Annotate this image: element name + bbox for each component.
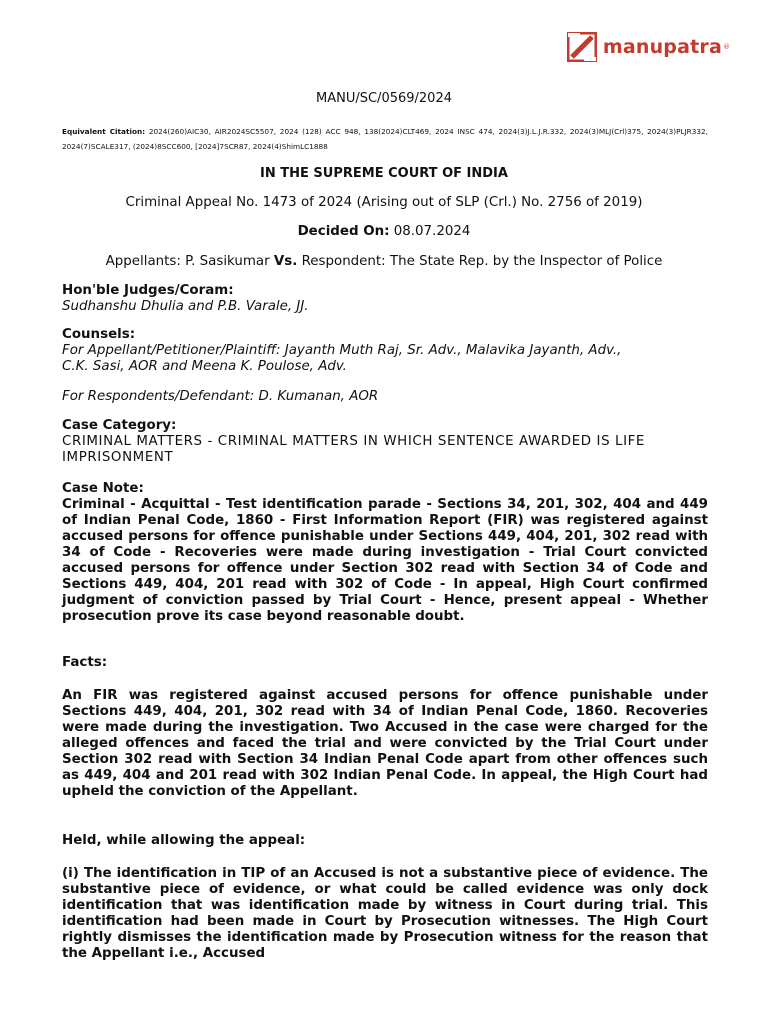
judges-label: Hon'ble Judges/Coram: — [62, 283, 234, 298]
court-name: IN THE SUPREME COURT OF INDIA — [260, 166, 508, 181]
logo-registered-mark: ® — [723, 43, 730, 51]
facts-text: An FIR was registered against accused persons for offence punishable under Sections 449, 404, 201, 302 read with 34 of Indian Penal Code, 1860. Recoveries were made during the investigation. Two Accused in the case were charged for the alleged offences and faced the trial and were convicted by the Trial Court under Section 302 read with Section 34 Indian Penal Code apart from other offences such as 449, 404 and 201 read with 302 Indian Penal Code. In appeal, the High Court had upheld the conviction of the Appellant. — [62, 688, 708, 799]
manu-id: MANU/SC/0569/2024 — [316, 91, 452, 106]
manupatra-logo-icon — [567, 32, 597, 62]
counsels-label: Counsels: — [62, 327, 136, 342]
category-label: Case Category: — [62, 418, 177, 433]
counsel-appellant-line2: C.K. Sasi, AOR and Meena K. Poulose, Adv. — [62, 359, 347, 374]
manupatra-logo — [567, 32, 730, 62]
logo-text: manupatra — [602, 36, 722, 58]
category-section — [62, 418, 708, 466]
counsel-appellant-line1: For Appellant/Petitioner/Plaintiff: Jayanth Muth Raj, Sr. Adv., Malavika Jayanth, Adv., — [62, 343, 622, 358]
case-note-text: Criminal - Acquittal - Test identification parade - Sections 34, 201, 302, 404 and 449 of Indian Penal Code, 1860 - First Information Report (FIR) was registered against accused persons for offence punishable under Sections 449, 404, 201, 302 read with 34 of Code - Recoveries were made during investigation - Trial Court convicted accused persons for offence under Section 302 read with Section 34 of Code and Sections 449, 404, 201 read with 302 of Code - In appeal, High Court confirmed judgment of conviction passed by Trial Court - Hence, present appeal - Whether prosecution prove its case beyond reasonable doubt. — [62, 497, 708, 624]
citation-text: 2024(260)AIC30, AIR2024SC5507, 2024 (128) ACC 948, 138(2024)CLT469, 2024 INSC 474, 2024(3)J.L.J.R.332, 2024(3)MLJ(Crl)375, 2024(3)PLJR332, 2024(7)SCALE317, (2024)8SCC600, [2024]7SCR87, 2024(4)ShimLC1888 — [62, 127, 708, 151]
respondent: Respondent: The State Rep. by the Inspector of Police — [297, 254, 663, 269]
decided-label: Decided On: — [297, 224, 390, 239]
parties — [62, 254, 706, 269]
versus: Vs. — [273, 254, 298, 269]
counsels-section — [62, 327, 708, 375]
category-line2: IMPRISONMENT — [62, 450, 174, 465]
appeal-number: Criminal Appeal No. 1473 of 2024 (Arising out of SLP (Crl.) No. 2756 of 2019) — [125, 195, 643, 210]
decided-date: 08.07.2024 — [389, 224, 471, 239]
counsel-respondent: For Respondents/Defendant: D. Kumanan, AOR — [62, 389, 379, 404]
category-line1: CRIMINAL MATTERS - CRIMINAL MATTERS IN WHICH SENTENCE AWARDED IS LIFE — [62, 434, 645, 449]
equivalent-citation — [62, 124, 708, 154]
appellant: Appellants: P. Sasikumar — [105, 254, 274, 269]
facts-label: Facts: — [62, 655, 108, 670]
decided-on — [62, 224, 706, 239]
case-note-section — [62, 481, 708, 625]
citation-label: Equivalent Citation: — [62, 127, 146, 136]
held-label: Held, while allowing the appeal: — [62, 833, 306, 848]
judges-value: Sudhanshu Dhulia and P.B. Varale, JJ. — [62, 299, 309, 314]
judges-section — [62, 283, 708, 315]
held-text: (i) The identification in TIP of an Accused is not a substantive piece of evidence. The substantive piece of evidence, or what could be called evidence was only dock identification that was identification made by witness in Court during trial. This identification had been made in Court by Prosecution witnesses. The High Court rightly dismisses the identification made by Prosecution witness for the reason that the Appellant i.e., Accused — [62, 866, 708, 961]
case-note-label: Case Note: — [62, 481, 144, 496]
